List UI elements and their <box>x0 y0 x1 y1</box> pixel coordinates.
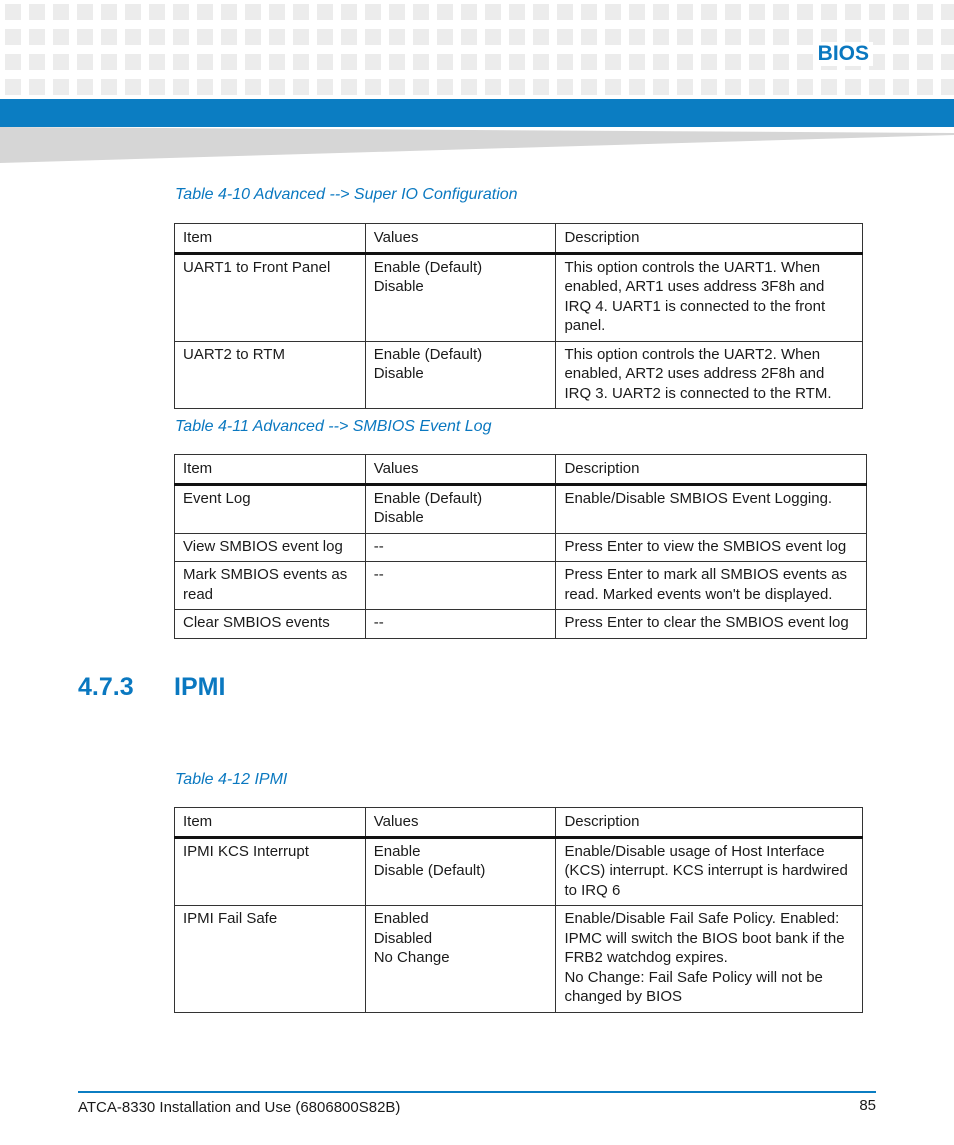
pattern-square <box>101 54 117 70</box>
pattern-square <box>413 79 429 95</box>
item-cell: IPMI KCS Interrupt <box>175 837 366 906</box>
pattern-square <box>869 4 885 20</box>
table-row <box>175 610 867 639</box>
pattern-square <box>413 4 429 20</box>
table-row <box>175 253 863 341</box>
pattern-square <box>341 4 357 20</box>
pattern-square <box>485 29 501 45</box>
pattern-square <box>269 79 285 95</box>
pattern-square <box>677 79 693 95</box>
pattern-square <box>701 79 717 95</box>
description-cell: This option controls the UART2. When enabled, ART2 uses address 2F8h and IRQ 3. UART2 is connected to the RTM. <box>556 341 863 409</box>
table-caption: Table 4-10 Advanced --> Super IO Configuration <box>175 186 518 203</box>
value-option: Enable <box>373 842 421 860</box>
pattern-square <box>5 79 21 95</box>
pattern-square <box>917 29 933 45</box>
pattern-square <box>53 29 69 45</box>
pattern-square <box>341 29 357 45</box>
pattern-square <box>413 29 429 45</box>
pattern-square <box>821 79 837 95</box>
description-cell: Press Enter to view the SMBIOS event log <box>556 533 867 562</box>
value-option: Disabled <box>373 929 433 947</box>
pattern-square <box>293 29 309 45</box>
pattern-square <box>389 79 405 95</box>
pattern-square <box>749 29 765 45</box>
column-header: Item <box>175 455 366 485</box>
pattern-square <box>509 54 525 70</box>
pattern-square <box>629 54 645 70</box>
pattern-square <box>101 4 117 20</box>
pattern-square <box>533 4 549 20</box>
column-header: Values <box>365 808 556 838</box>
table-caption: Table 4-11 Advanced --> SMBIOS Event Log <box>175 418 492 435</box>
table-caption: Table 4-12 IPMI <box>175 771 288 788</box>
pattern-square <box>605 54 621 70</box>
pattern-square <box>221 4 237 20</box>
pattern-square <box>77 29 93 45</box>
pattern-square <box>245 4 261 20</box>
pattern-square <box>557 54 573 70</box>
footer-rule <box>78 1091 876 1093</box>
pattern-square <box>125 4 141 20</box>
pattern-square <box>197 54 213 70</box>
pattern-square <box>53 54 69 70</box>
description-cell: Press Enter to clear the SMBIOS event log <box>556 610 867 639</box>
values-cell <box>365 341 556 409</box>
pattern-square <box>773 54 789 70</box>
pattern-square <box>389 54 405 70</box>
column-header: Item <box>175 808 366 838</box>
pattern-square <box>437 54 453 70</box>
pattern-square <box>629 4 645 20</box>
table-row <box>175 533 867 562</box>
pattern-square <box>5 4 21 20</box>
item-cell: Clear SMBIOS events <box>175 610 366 639</box>
pattern-square <box>437 29 453 45</box>
section-name: BIOS <box>814 42 873 66</box>
value-option: Disable (Default) <box>373 862 486 879</box>
footer-title: ATCA-8330 Installation and Use (6806800S82B) <box>78 1099 401 1116</box>
description-line: No Change: Fail Safe Policy will not be changed by BIOS <box>564 968 823 1005</box>
pattern-square <box>701 54 717 70</box>
pattern-square <box>437 4 453 20</box>
column-header: Item <box>175 224 366 254</box>
column-header: Values <box>365 224 556 254</box>
pattern-square <box>605 4 621 20</box>
pattern-square <box>461 4 477 20</box>
pattern-square <box>77 54 93 70</box>
value-option: Enable (Default) <box>373 489 483 507</box>
pattern-square <box>461 29 477 45</box>
pattern-square <box>557 29 573 45</box>
pattern-square <box>5 54 21 70</box>
pattern-square <box>125 29 141 45</box>
description-line: Enable/Disable usage of Host Interface (KCS) interrupt. KCS interrupt is hardwired to IRQ 6 <box>564 842 848 899</box>
section-number: 4.7.3 <box>78 673 134 701</box>
pattern-square <box>797 29 813 45</box>
table-row <box>175 484 867 533</box>
pattern-square <box>29 79 45 95</box>
pattern-square <box>197 4 213 20</box>
pattern-square <box>701 4 717 20</box>
column-header: Description <box>556 455 867 485</box>
pattern-square <box>677 54 693 70</box>
pattern-square <box>773 79 789 95</box>
pattern-square <box>725 29 741 45</box>
pattern-square <box>893 79 909 95</box>
pattern-square <box>173 29 189 45</box>
pattern-square <box>389 29 405 45</box>
pattern-square <box>221 54 237 70</box>
pattern-square <box>893 4 909 20</box>
pattern-square <box>461 79 477 95</box>
pattern-square <box>125 54 141 70</box>
value-option: Enable (Default) <box>373 258 483 276</box>
pattern-square <box>725 79 741 95</box>
pattern-square <box>317 79 333 95</box>
pattern-square <box>749 79 765 95</box>
pattern-square <box>149 29 165 45</box>
pattern-square <box>149 79 165 95</box>
description-line: Enable/Disable Fail Safe Policy. Enabled: IPMC will switch the BIOS boot bank if the FRB2 watchdog expires. <box>564 910 845 966</box>
section-title: IPMI <box>174 673 226 701</box>
pattern-square <box>581 54 597 70</box>
pattern-square <box>389 4 405 20</box>
pattern-square <box>461 54 477 70</box>
pattern-square <box>509 29 525 45</box>
table-row <box>175 906 863 1013</box>
pattern-square <box>653 4 669 20</box>
pattern-square <box>581 79 597 95</box>
pattern-square <box>29 29 45 45</box>
pattern-square <box>341 54 357 70</box>
pattern-square <box>485 54 501 70</box>
pattern-square <box>173 79 189 95</box>
pattern-square <box>365 54 381 70</box>
pattern-square <box>509 4 525 20</box>
pattern-square <box>317 54 333 70</box>
page-number: 85 <box>859 1097 876 1114</box>
pattern-square <box>941 29 954 45</box>
pattern-square <box>533 29 549 45</box>
pattern-square <box>293 4 309 20</box>
pattern-square <box>821 4 837 20</box>
pattern-square <box>749 4 765 20</box>
pattern-square <box>941 54 954 70</box>
pattern-square <box>533 54 549 70</box>
item-cell: UART1 to Front Panel <box>175 253 366 341</box>
pattern-square <box>509 79 525 95</box>
table-header-row <box>175 455 867 485</box>
pattern-square <box>557 79 573 95</box>
pattern-square <box>653 54 669 70</box>
pattern-square <box>581 4 597 20</box>
ipmi-table <box>174 807 863 1013</box>
pattern-square <box>269 4 285 20</box>
item-cell: UART2 to RTM <box>175 341 366 409</box>
pattern-square <box>173 4 189 20</box>
pattern-square <box>437 79 453 95</box>
item-cell: View SMBIOS event log <box>175 533 366 562</box>
pattern-square <box>29 54 45 70</box>
pattern-square <box>77 4 93 20</box>
pattern-square <box>365 29 381 45</box>
value-option: Disable <box>373 278 424 295</box>
pattern-square <box>941 79 954 95</box>
pattern-square <box>605 79 621 95</box>
value-option: No Change <box>373 949 450 966</box>
pattern-square <box>845 79 861 95</box>
pattern-square <box>101 79 117 95</box>
pattern-square <box>365 79 381 95</box>
description-cell <box>556 906 863 1013</box>
value-option: Disable <box>373 365 424 382</box>
pattern-square <box>773 4 789 20</box>
pattern-square <box>653 79 669 95</box>
table-row <box>175 837 863 906</box>
pattern-square <box>149 54 165 70</box>
header-bar <box>0 99 954 127</box>
values-cell: -- <box>365 610 556 639</box>
pattern-square <box>701 29 717 45</box>
item-cell: Mark SMBIOS events as read <box>175 562 366 610</box>
column-header: Description <box>556 808 863 838</box>
section-heading <box>78 673 225 702</box>
pattern-square <box>845 4 861 20</box>
pattern-square <box>677 29 693 45</box>
pattern-square <box>917 4 933 20</box>
pattern-square <box>917 79 933 95</box>
pattern-square <box>581 29 597 45</box>
value-option: Enable (Default) <box>373 345 483 363</box>
pattern-square <box>677 4 693 20</box>
pattern-square <box>125 79 141 95</box>
values-cell <box>365 253 556 341</box>
description-cell: Press Enter to mark all SMBIOS events as read. Marked events won't be displayed. <box>556 562 867 610</box>
pattern-square <box>317 29 333 45</box>
description-cell <box>556 837 863 906</box>
pattern-square <box>725 54 741 70</box>
pattern-square <box>245 54 261 70</box>
pattern-square <box>629 79 645 95</box>
item-cell: IPMI Fail Safe <box>175 906 366 1013</box>
super-io-table <box>174 223 863 409</box>
values-cell <box>365 837 556 906</box>
pattern-square <box>365 4 381 20</box>
pattern-square <box>77 79 93 95</box>
description-cell: Enable/Disable SMBIOS Event Logging. <box>556 484 867 533</box>
description-cell: This option controls the UART1. When enabled, ART1 uses address 3F8h and IRQ 4. UART1 is connected to the front panel. <box>556 253 863 341</box>
pattern-square <box>893 29 909 45</box>
pattern-square <box>293 54 309 70</box>
pattern-square <box>749 54 765 70</box>
pattern-square <box>197 29 213 45</box>
pattern-square <box>293 79 309 95</box>
pattern-square <box>101 29 117 45</box>
pattern-square <box>893 54 909 70</box>
pattern-square <box>773 29 789 45</box>
pattern-square <box>53 4 69 20</box>
pattern-square <box>341 79 357 95</box>
values-cell: -- <box>365 562 556 610</box>
pattern-square <box>557 4 573 20</box>
pattern-square <box>221 79 237 95</box>
pattern-square <box>317 4 333 20</box>
value-option: Disable <box>373 509 424 526</box>
values-cell <box>365 906 556 1013</box>
pattern-square <box>797 4 813 20</box>
pattern-square <box>269 29 285 45</box>
pattern-square <box>5 29 21 45</box>
pattern-square <box>485 4 501 20</box>
table-header-row <box>175 224 863 254</box>
smbios-event-log-table <box>174 454 867 639</box>
values-cell: -- <box>365 533 556 562</box>
table-row <box>175 562 867 610</box>
pattern-square <box>245 29 261 45</box>
pattern-square <box>197 79 213 95</box>
pattern-square <box>725 4 741 20</box>
values-cell <box>365 484 556 533</box>
pattern-square <box>941 4 954 20</box>
header-pattern <box>0 0 954 98</box>
pattern-square <box>797 79 813 95</box>
pattern-square <box>485 79 501 95</box>
pattern-square <box>221 29 237 45</box>
pattern-square <box>29 4 45 20</box>
header-wedge <box>0 127 954 163</box>
pattern-square <box>149 4 165 20</box>
table-row <box>175 341 863 409</box>
column-header: Description <box>556 224 863 254</box>
pattern-square <box>413 54 429 70</box>
pattern-square <box>917 54 933 70</box>
pattern-square <box>605 29 621 45</box>
pattern-square <box>533 79 549 95</box>
pattern-square <box>53 79 69 95</box>
pattern-square <box>269 54 285 70</box>
pattern-square <box>797 54 813 70</box>
value-option: Enabled <box>373 910 429 927</box>
item-cell: Event Log <box>175 484 366 533</box>
table-header-row <box>175 808 863 838</box>
pattern-square <box>245 79 261 95</box>
pattern-square <box>869 79 885 95</box>
pattern-square <box>653 29 669 45</box>
column-header: Values <box>365 455 556 485</box>
pattern-square <box>629 29 645 45</box>
pattern-square <box>173 54 189 70</box>
